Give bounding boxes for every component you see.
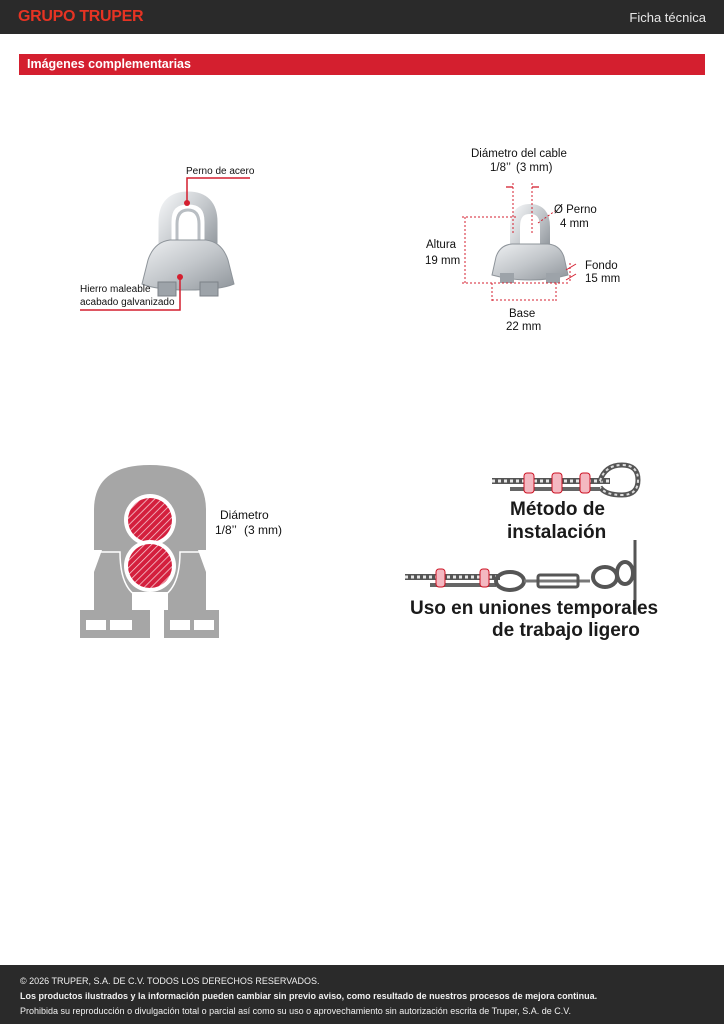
cable-diameter-label: Diámetro del cable (471, 148, 567, 160)
bolt-diameter-value: 4 mm (560, 218, 589, 230)
diameter-label: Diámetro (220, 508, 269, 522)
base-label: Base (509, 308, 536, 320)
top-bar (0, 0, 724, 34)
diameter-value: 1/8’’ (215, 523, 237, 537)
truper-logo: GRUPO TRUPER (18, 8, 144, 25)
footer (0, 965, 724, 1024)
method-title-line2: instalación (507, 522, 607, 543)
method-title-line1: Método de (510, 499, 605, 520)
depth-value: 15 mm (585, 273, 621, 285)
section-title: Imágenes complementarias (19, 54, 705, 75)
height-value: 19 mm (425, 255, 461, 267)
clamp-front-diagram (80, 460, 300, 645)
malleable-iron-label: Hierro maleable (80, 284, 151, 295)
usage-line1: Uso en uniones temporales (410, 598, 659, 619)
diameter-mm: (3 mm) (244, 523, 282, 537)
installation-method-figure (400, 455, 659, 650)
clamp-photo-figure (70, 160, 290, 320)
steel-bolt-label: Perno de acero (186, 166, 255, 177)
doc-type-label: Ficha técnica (629, 9, 706, 25)
usage-line2: de trabajo ligero (492, 620, 640, 641)
prohibition-line: Prohibida su reproducción o divulgación total o parcial así como su uso o aprovechamiento sin autorización escrita de Truper, S.A. de C.V. (20, 1006, 571, 1016)
clamp-dimensions-figure (420, 145, 630, 345)
depth-label: Fondo (585, 260, 618, 272)
base-value: 22 mm (506, 321, 542, 333)
cable-diameter-mm: (3 mm) (516, 162, 553, 174)
galvanized-finish-label: acabado galvanizado (80, 297, 175, 308)
clamp-front-diagram-figure (80, 460, 300, 645)
bolt-diameter-label: Ø Perno (554, 204, 597, 216)
disclaimer-line: Los productos ilustrados y la información pueden cambiar sin previo aviso, como resultado de nuestros procesos de mejora continua. (20, 991, 598, 1001)
copyright-line: © 2026 TRUPER, S.A. DE C.V. TODOS LOS DERECHOS RESERVADOS. (20, 976, 320, 986)
height-label: Altura (426, 239, 457, 251)
cable-diameter-value: 1/8’’ (490, 162, 511, 174)
